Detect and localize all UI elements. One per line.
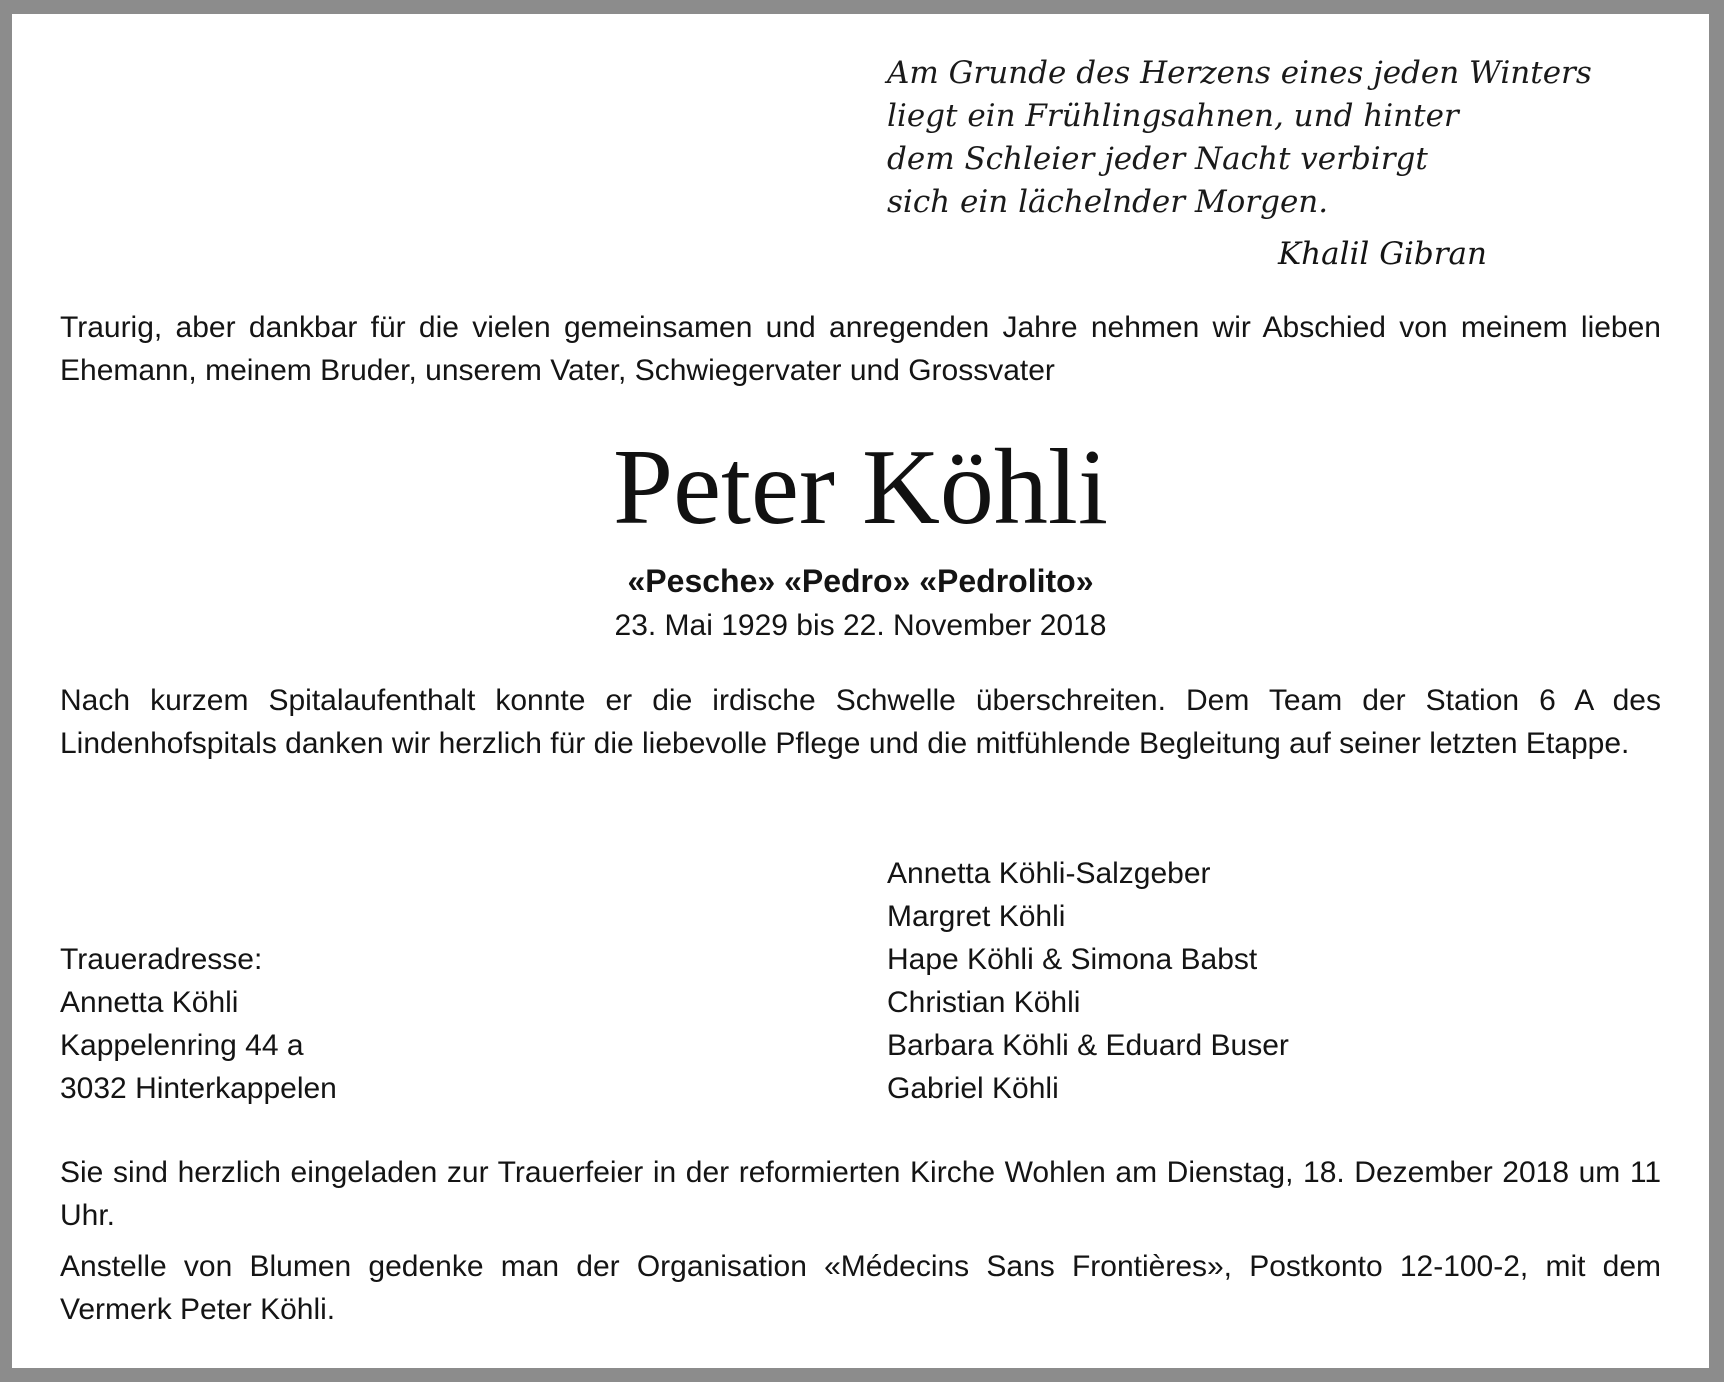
mourner-name: Christian Köhli [887, 986, 1081, 1019]
epigraph-quote [887, 52, 1592, 224]
funeral-invitation: Sie sind herzlich eingeladen zur Trauerfeier in der reformierten Kirche Wohlen am Dienstag, 18. Dezember 2018 um 11 Uhr. [60, 1156, 1661, 1232]
mourners-list [887, 852, 1289, 1110]
thanks-paragraph: Nach kurzem Spitalaufenthalt konnte er die irdische Schwelle überschreiten. Dem Team der Station 6 A des Lindenhofspitals danken wir herzlich für die liebevolle Pflege und die mitfühlende Begleitung auf seiner letzten Etappe. [60, 684, 1661, 760]
mourning-address [60, 938, 337, 1110]
deceased-name: Peter Köhli [613, 428, 1108, 547]
quote-line: dem Schleier jeder Nacht verbirgt [887, 141, 1428, 177]
life-dates: 23. Mai 1929 bis 22. November 2018 [614, 609, 1107, 642]
address-label: Traueradresse: [60, 943, 263, 976]
donation-note: Anstelle von Blumen gedenke man der Organisation «Médecins Sans Frontières», Postkonto 12-100-2, mit dem Vermerk Peter Köhli. [60, 1250, 1661, 1326]
quote-author: Khalil Gibran [1278, 236, 1487, 272]
mourner-name: Margret Köhli [887, 900, 1066, 933]
mourner-name: Gabriel Köhli [887, 1072, 1059, 1105]
obituary-notice [12, 14, 1709, 1368]
quote-line: liegt ein Frühlingsahnen, und hinter [887, 98, 1459, 134]
mourner-name: Hape Köhli & Simona Babst [887, 943, 1258, 976]
address-line: 3032 Hinterkappelen [60, 1072, 337, 1105]
mourner-name: Barbara Köhli & Eduard Buser [887, 1029, 1289, 1062]
mourner-name: Annetta Köhli-Salzgeber [887, 857, 1211, 890]
address-line: Annetta Köhli [60, 986, 239, 1019]
deceased-nicknames: «Pesche» «Pedro» «Pedrolito» [627, 563, 1094, 599]
intro-paragraph: Traurig, aber dankbar für die vielen gemeinsamen und anregenden Jahre nehmen wir Abschied von meinem lieben Ehemann, meinem Bruder, unserem Vater, Schwiegervater und Grossvater [60, 311, 1661, 387]
quote-line: sich ein lächelnder Morgen. [887, 184, 1329, 220]
address-line: Kappelenring 44 a [60, 1029, 304, 1062]
quote-line: Am Grunde des Herzens eines jeden Winters [887, 55, 1592, 91]
